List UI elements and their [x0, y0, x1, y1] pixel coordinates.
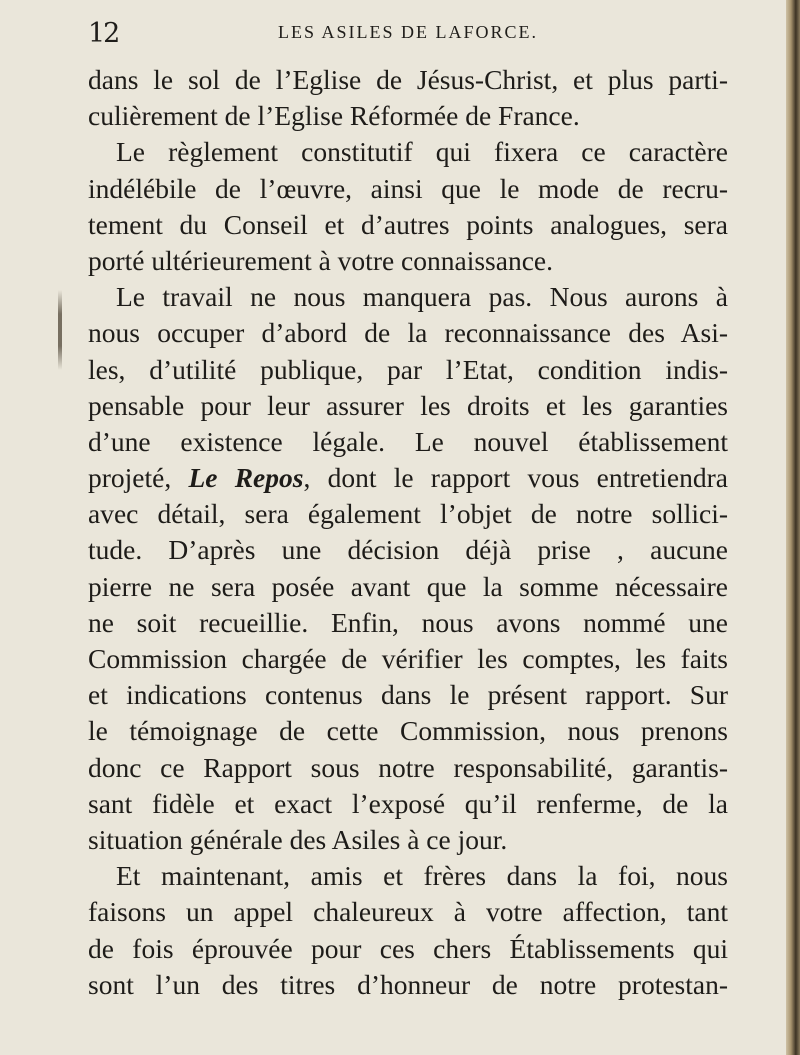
text-line: ne soit recueillie. Enfin, nous avons nommé une — [88, 606, 728, 638]
text-line: indélébile de l’œuvre, ainsi que le mode de recru- — [88, 172, 728, 204]
text-line: dans le sol de l’Eglise de Jésus-Christ, et plus parti- — [88, 64, 728, 95]
italic-title: Le Repos — [188, 462, 304, 494]
text-line: pensable pour leur assurer les droits et les garanties — [88, 389, 728, 421]
text-line: Commission chargée de vérifier les comptes, les faits — [88, 643, 728, 674]
text-line: porté ultérieurement à votre connaissance. — [88, 244, 554, 276]
text-line: et indications contenus dans le présent rapport. Sur — [88, 679, 728, 711]
text-line: Et maintenant, amis et frères dans la foi, nous — [116, 860, 728, 892]
line-segment: , dont le rapport vous entretiendra — [303, 462, 728, 494]
text-line: le témoignage de cette Commission, nous prenons — [88, 715, 728, 747]
text-line: d’une existence légale. Le nouvel établissement — [88, 425, 728, 457]
text-line: avec détail, sera également l’objet de notre sollici- — [88, 498, 728, 530]
text-line: sant fidèle et exact l’exposé qu’il renferme, de la — [88, 787, 728, 819]
book-edge — [786, 0, 800, 1055]
text-line: faisons un appel chaleureux à votre affection, tant — [88, 896, 728, 928]
text-line: tement du Conseil et d’autres points analogues, sera — [88, 208, 728, 240]
text-line: pierre ne sera posée avant que la somme nécessaire — [88, 570, 728, 602]
text-line: situation générale des Asiles à ce jour. — [88, 823, 508, 855]
line-segment: projeté, — [88, 462, 189, 494]
page-number: 12 — [88, 18, 119, 49]
text-line — [88, 460, 728, 496]
text-line: donc ce Rapport sous notre responsabilité, garantis- — [88, 751, 728, 783]
text-line: tude. D’après une décision déjà prise , aucune — [88, 534, 728, 566]
text-line: culièrement de l’Eglise Réformée de France. — [88, 100, 580, 132]
text-line: nous occuper d’abord de la reconnaissance des Asi- — [88, 317, 728, 349]
running-title: LES ASILES DE LAFORCE. — [277, 22, 539, 42]
text-line: Le travail ne nous manquera pas. Nous aurons à — [116, 281, 728, 313]
body-text — [88, 62, 728, 1003]
text-line: de fois éprouvée pour ces chers Établissements qui — [88, 932, 728, 964]
binding-mark — [58, 290, 62, 370]
text-line: Le règlement constitutif qui fixera ce caractère — [116, 136, 728, 168]
text-line: sont l’un des titres d’honneur de notre protestan- — [88, 968, 728, 1000]
text-line: les, d’utilité publique, par l’Etat, condition indis- — [88, 353, 728, 385]
page-header — [88, 14, 728, 54]
